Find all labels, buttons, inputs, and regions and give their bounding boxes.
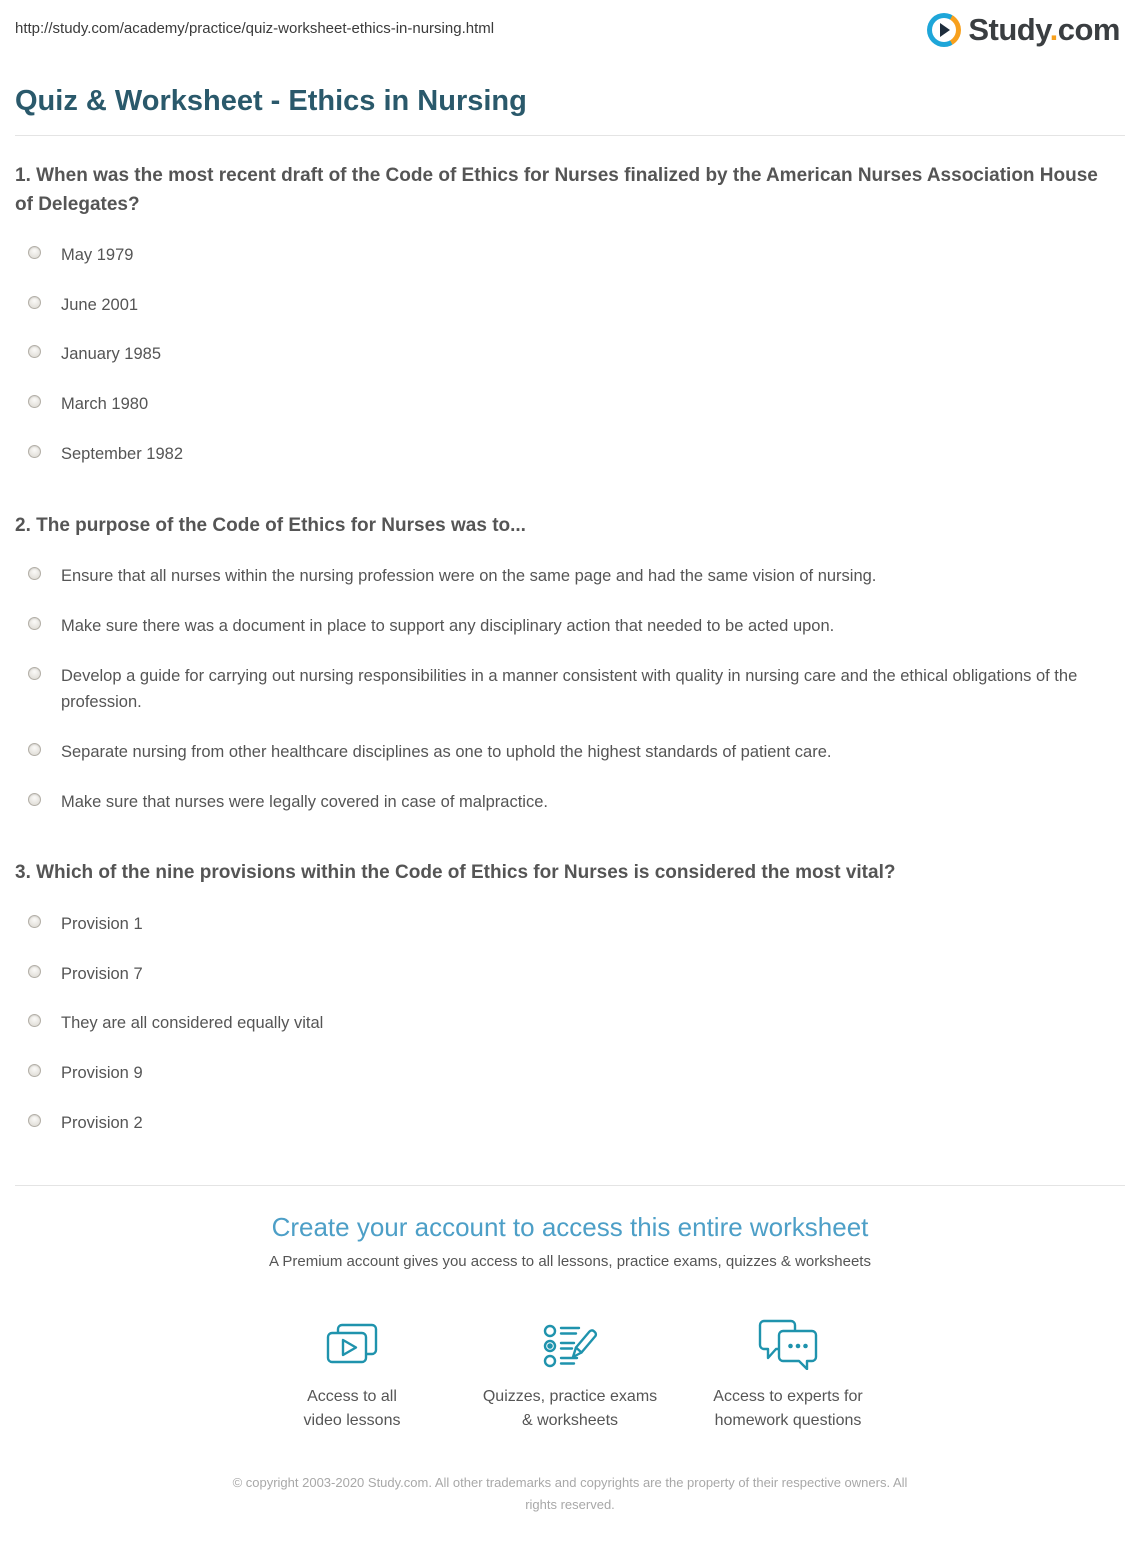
question-3-options <box>15 911 1125 1137</box>
benefit-label-line: video lessons <box>303 1412 401 1430</box>
radio-button[interactable] <box>28 915 41 928</box>
logo-brand: Study <box>968 12 1050 47</box>
q1-option-3[interactable] <box>15 341 1125 368</box>
cta-title[interactable]: Create your account to access this entire worksheet <box>271 1211 869 1242</box>
benefit-label-line: Quizzes, practice exams <box>482 1387 658 1405</box>
radio-button[interactable] <box>28 793 41 806</box>
quiz-pencil-icon <box>461 1310 679 1370</box>
option-label: May 1979 <box>61 246 134 264</box>
radio-button[interactable] <box>28 445 41 458</box>
header-bar <box>15 12 1125 48</box>
benefit-label-line: Access to all <box>307 1387 397 1405</box>
q1-option-2[interactable] <box>15 292 1125 319</box>
option-label: June 2001 <box>61 295 139 314</box>
radio-button[interactable] <box>28 567 41 580</box>
question-1 <box>15 162 1125 468</box>
option-label: Provision 2 <box>61 1113 143 1132</box>
q2-option-3[interactable] <box>15 663 1125 716</box>
question-1-text: 1. When was the most recent draft of the Code of Ethics for Nurses finalized by the American Nurses Association House of Delegates? <box>15 165 1098 215</box>
question-2 <box>15 512 1125 816</box>
logo-dot: . <box>1049 12 1058 47</box>
video-lessons-icon <box>243 1310 461 1370</box>
radio-button[interactable] <box>28 345 41 358</box>
radio-button[interactable] <box>28 1064 41 1077</box>
benefit-experts <box>679 1310 897 1435</box>
benefit-label-line: homework questions <box>714 1412 862 1430</box>
radio-button[interactable] <box>28 617 41 630</box>
q2-option-4[interactable] <box>15 739 1125 766</box>
radio-button[interactable] <box>28 1114 41 1127</box>
question-3 <box>15 859 1125 1136</box>
question-1-options <box>15 242 1125 468</box>
chat-bubbles-icon <box>679 1310 897 1370</box>
option-label: Provision 9 <box>61 1064 143 1083</box>
studycom-logo[interactable] <box>927 12 1125 48</box>
option-label: Provision 7 <box>61 964 143 983</box>
benefits-row <box>15 1310 1125 1435</box>
q3-option-1[interactable] <box>15 911 1125 938</box>
q1-option-5[interactable] <box>15 441 1125 468</box>
cta-subtitle: A Premium account gives you access to all lessons, practice exams, quizzes & worksheets <box>269 1252 871 1270</box>
copyright-notice: © copyright 2003-2020 Study.com. All other trademarks and copyrights are the property of their respective owners. All rights reserved. <box>232 1475 908 1513</box>
benefit-label-line: & worksheets <box>521 1412 619 1430</box>
q3-option-2[interactable] <box>15 961 1125 988</box>
option-label: Make sure there was a document in place to support any disciplinary action that needed to be acted upon. <box>61 616 835 635</box>
radio-button[interactable] <box>28 1014 41 1027</box>
q2-option-2[interactable] <box>15 613 1125 640</box>
question-3-text: 3. Which of the nine provisions within the Code of Ethics for Nurses is considered the most vital? <box>15 862 896 884</box>
cta-section <box>15 1212 1125 1435</box>
logo-tld: com <box>1057 12 1120 47</box>
q3-option-3[interactable] <box>15 1010 1125 1037</box>
option-label: They are all considered equally vital <box>61 1014 324 1033</box>
option-label: Provision 1 <box>61 914 143 933</box>
benefit-label <box>679 1385 897 1435</box>
divider-bottom <box>15 1185 1125 1186</box>
radio-button[interactable] <box>28 296 41 309</box>
option-label: September 1982 <box>61 444 184 463</box>
q3-option-4[interactable] <box>15 1060 1125 1087</box>
question-2-options <box>15 563 1125 815</box>
q2-option-5[interactable] <box>15 789 1125 816</box>
option-label: January 1985 <box>61 345 161 364</box>
benefit-label-line: Access to experts for <box>713 1387 863 1405</box>
option-label: Develop a guide for carrying out nursing responsibilities in a manner consistent with quality in nursing care and the ethical obligations of the profession. <box>61 666 1078 712</box>
question-2-text: 2. The purpose of the Code of Ethics for Nurses was to... <box>15 514 526 536</box>
q1-option-1[interactable] <box>15 242 1125 269</box>
option-label: March 1980 <box>61 395 149 414</box>
q3-option-5[interactable] <box>15 1110 1125 1137</box>
option-label: Ensure that all nurses within the nursing profession were on the same page and had the same vision of nursing. <box>61 567 877 586</box>
divider-top <box>15 135 1125 136</box>
radio-button[interactable] <box>28 246 41 259</box>
benefit-label <box>243 1385 461 1435</box>
q1-option-4[interactable] <box>15 391 1125 418</box>
radio-button[interactable] <box>28 965 41 978</box>
page-url: http://study.com/academy/practice/quiz-worksheet-ethics-in-nursing.html <box>15 20 495 37</box>
radio-button[interactable] <box>28 743 41 756</box>
play-circle-icon <box>927 13 961 47</box>
logo-text <box>968 12 1120 48</box>
option-label: Make sure that nurses were legally covered in case of malpractice. <box>61 792 548 811</box>
benefit-video-lessons <box>243 1310 461 1435</box>
benefit-label <box>461 1385 679 1435</box>
option-label: Separate nursing from other healthcare disciplines as one to uphold the highest standards of patient care. <box>61 742 832 761</box>
radio-button[interactable] <box>28 667 41 680</box>
q2-option-1[interactable] <box>15 563 1125 590</box>
page-title: Quiz & Worksheet - Ethics in Nursing <box>15 85 527 117</box>
benefit-quizzes <box>461 1310 679 1435</box>
radio-button[interactable] <box>28 395 41 408</box>
